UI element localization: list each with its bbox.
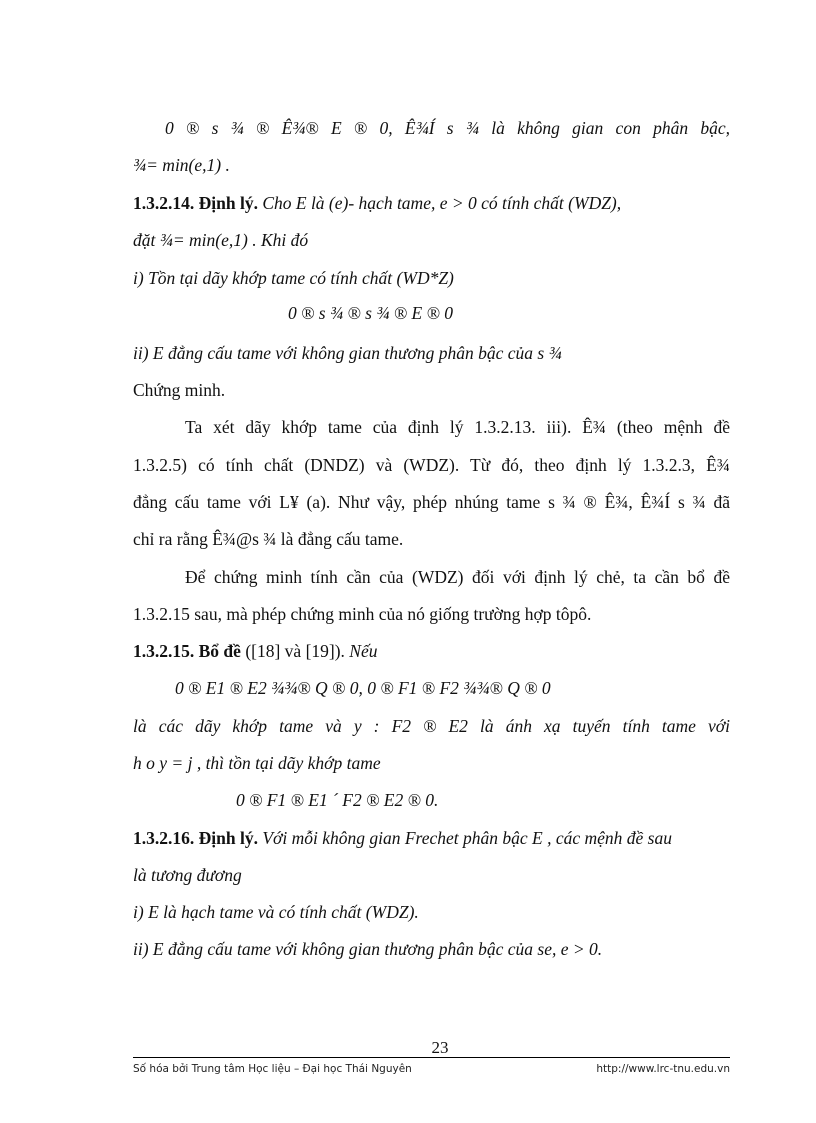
footer-divider: [133, 1057, 730, 1058]
text-line: đẳng cấu tame với L¥ (a). Như vậy, phép nhúng tame s ¾ ® Ê¾, Ê¾Í s ¾ đã: [133, 492, 730, 512]
theorem-label: 1.3.2.16. Định lý.: [133, 828, 258, 848]
theorem-statement: Cho E là (e)- hạch tame, e > 0 có tính chất (WDZ),: [262, 193, 622, 213]
text-line: h o y = j , thì tồn tại dãy khớp tame: [133, 753, 381, 773]
formula-line: 0 ® s ¾ ® s ¾ ® E ® 0: [288, 303, 453, 323]
text-line: Ta xét dãy khớp tame của định lý 1.3.2.13. iii). Ê¾ (theo mệnh đề: [185, 417, 730, 437]
lemma-statement: Nếu: [349, 641, 378, 661]
text-line: i) Tồn tại dãy khớp tame có tính chất (WD*Z): [133, 268, 454, 288]
text-line: 1.3.2.15 sau, mà phép chứng minh của nó giống trường hợp tôpô.: [133, 604, 592, 624]
lemma-heading: [133, 640, 378, 662]
footer-link[interactable]: http://www.lrc-tnu.edu.vn: [596, 1063, 730, 1075]
lemma-citation: ([18] và [19]).: [245, 641, 345, 661]
text-line: i) E là hạch tame và có tính chất (WDZ).: [133, 902, 419, 922]
text-line: đặt ¾= min(e,1) . Khi đó: [133, 230, 309, 250]
theorem-statement: Với mỗi không gian Frechet phân bậc E , các mệnh đề sau: [262, 828, 672, 848]
proof-heading: Chứng minh.: [133, 380, 226, 400]
lemma-label: 1.3.2.15. Bổ đề: [133, 641, 241, 661]
theorem-heading: [133, 192, 730, 214]
text-line: chỉ ra rằng Ê¾@s ¾ là đẳng cấu tame.: [133, 529, 404, 549]
formula-line: 0 ® F1 ® E1 ´ F2 ® E2 ® 0.: [236, 790, 439, 810]
text-line: ii) E đẳng cấu tame với không gian thương phân bậc của se, e > 0.: [133, 939, 603, 959]
footer-left: Số hóa bởi Trung tâm Học liệu – Đại học Thái Nguyên: [133, 1063, 412, 1075]
theorem-label: 1.3.2.14. Định lý.: [133, 193, 258, 213]
formula-line: 0 ® E1 ® E2 ¾¾® Q ® 0, 0 ® F1 ® F2 ¾¾® Q ® 0: [175, 678, 551, 698]
text-line: ¾= min(e,1) .: [133, 155, 230, 175]
text-line: 0 ® s ¾ ® Ê¾® E ® 0, Ê¾Í s ¾ là không gian con phân bậc,: [165, 118, 730, 138]
text-line: 1.3.2.5) có tính chất (DNDZ) và (WDZ). Từ đó, theo định lý 1.3.2.3, Ê¾: [133, 455, 730, 475]
theorem-heading: [133, 827, 672, 849]
text-line: là tương đương: [133, 865, 242, 885]
text-line: là các dãy khớp tame và y : F2 ® E2 là ánh xạ tuyến tính tame với: [133, 716, 730, 736]
text-line: ii) E đẳng cấu tame với không gian thương phân bậc của s ¾: [133, 343, 562, 363]
page-number: 23: [431, 1038, 449, 1057]
text-line: Để chứng minh tính cần của (WDZ) đối với định lý chẻ, ta cần bổ đề: [185, 567, 730, 587]
